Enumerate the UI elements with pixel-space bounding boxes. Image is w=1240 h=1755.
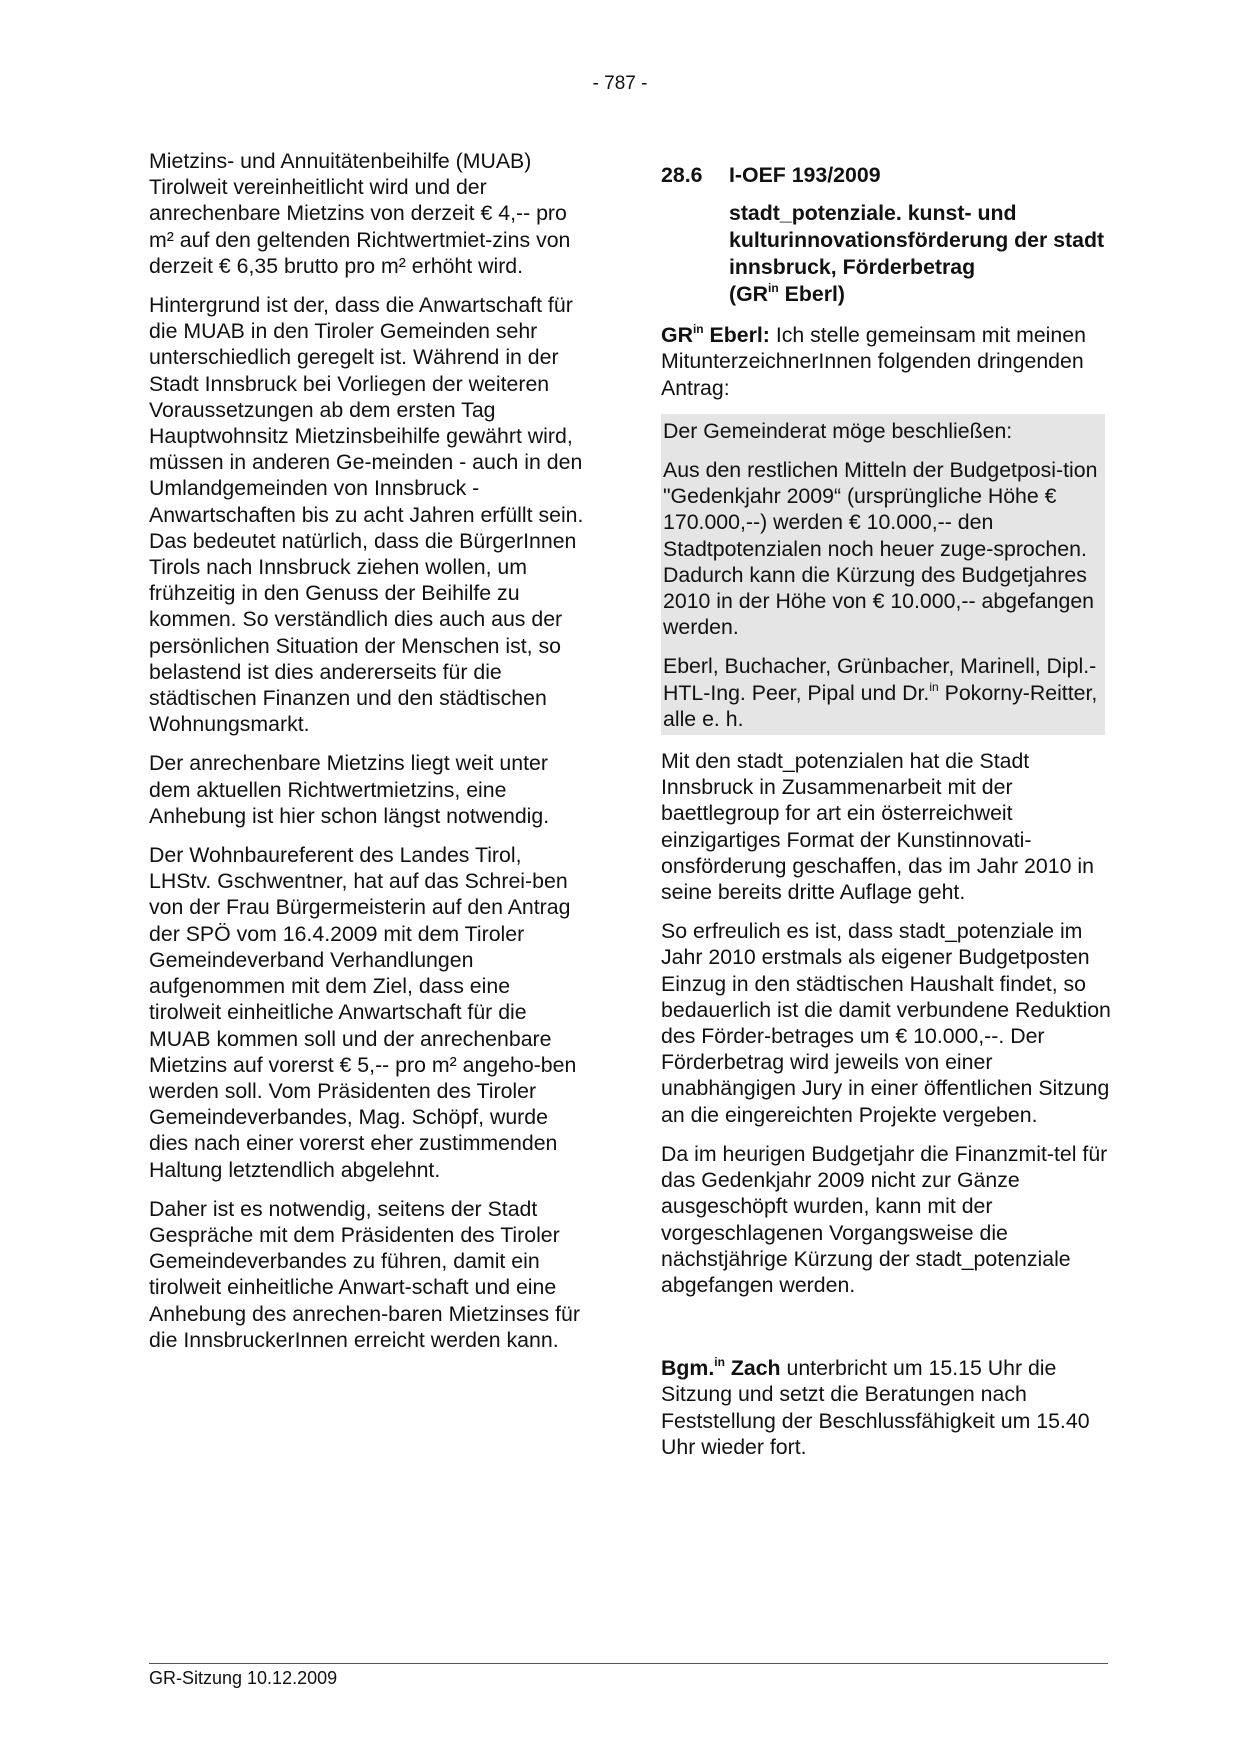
adjournment	[661, 1355, 1111, 1460]
paragraph: Der anrechenbare Mietzins liegt weit unter dem aktuellen Richtwertmietzins, eine Anhebung ist hier schon längst notwendig.	[149, 751, 550, 828]
item-title-name: Eberl)	[784, 282, 845, 307]
motion-signatories	[663, 653, 1103, 732]
adjournment-speaker-b: Zach	[730, 1356, 781, 1381]
paragraph: Mietzins- und Annuitätenbeihilfe (MUAB) Tirolweit vereinheitlicht wird und der anrechenbare Mietzins von derzeit € 4,-- pro m² auf den geltenden Richtwertmiet-zins von derzeit € 6,35 brutto pro m² erhöht wird.	[149, 149, 571, 278]
paragraph: So erfreulich es ist, dass stadt_potenziale im Jahr 2010 erstmals als eigener Budgetposten Einzug in den städtischen Haushalt findet, so bedauerlich ist die damit verbundene Reduktion des Förder-betrages um € 10.000,--. Der Förderbetrag wird jeweils von einer unabhängigen Jury in einer öffentlichen Sitzung an die eingereichten Projekte vergeben.	[661, 919, 1111, 1127]
page-number: - 787 -	[592, 73, 648, 94]
left-column	[149, 148, 586, 1366]
adjournment-text: unterbricht um 15.15 Uhr die Sitzung und setzt die Beratungen nach Feststellung der Beschlussfähigkeit um 15.40 Uhr wieder fort.	[661, 1356, 1090, 1459]
speaker-gr: GR	[661, 323, 693, 348]
paragraph: Da im heurigen Budgetjahr die Finanzmit-tel für das Gedenkjahr 2009 nicht zur Gänze ausgeschöpft wurden, kann mit der vorgeschlagenen Vorgangsweise die nächstjährige Kürzung der stadt_potenziale abgefangen werden.	[661, 1141, 1108, 1297]
item-number: 28.6	[661, 163, 703, 187]
item-title-sup: in	[768, 281, 779, 296]
signatories-a: Eberl, Buchacher, Grünbacher, Marinell, Dipl.-HTL-Ing. Peer, Pipal und Dr.	[663, 654, 1097, 705]
adjournment-speaker-a: Bgm.	[661, 1356, 715, 1381]
footer-rule	[149, 1663, 1108, 1664]
item-title-gr: (GR	[729, 282, 769, 307]
item-title-main: stadt_potenziale. kunst- und kulturinnovationsförderung der stadt innsbruck, Förderbetrag	[729, 201, 1105, 280]
motion-box	[661, 414, 1105, 735]
footer: GR-Sitzung 10.12.2009	[149, 1668, 338, 1688]
signatories-b: Pokorny-Reitter, alle e. h.	[663, 680, 1098, 731]
item-heading	[661, 162, 1111, 188]
right-column	[661, 148, 1111, 1473]
paragraph: Hintergrund ist der, dass die Anwartschaft für die MUAB in den Tiroler Gemeinden sehr unterschiedlich geregelt ist. Während in der Stadt Innsbruck bei Vorliegen der weiteren Voraussetzungen ab dem ersten Tag Hauptwohnsitz Mietzinsbeihilfe gewährt wird, müssen in anderen Ge-meinden - auch in den Umlandgemeinden von Innsbruck - Anwartschaften bis zu acht Jahren erfüllt sein. Das bedeutet natürlich, dass die BürgerInnen Tirols nach Innsbruck ziehen wollen, um frühzeitig in den Genuss der Beihilfe zu kommen. So verständlich dies auch aus der persönlichen Situation der Menschen ist, so belastend ist dies andererseits für die städtischen Finanzen und den städtischen Wohnungsmarkt.	[149, 293, 584, 737]
motion-body: Aus den restlichen Mitteln der Budgetposi-tion "Gedenkjahr 2009“ (ursprüngliche Höhe € 170.000,--) werden € 10.000,-- den Stadtpotenzialen noch heuer zuge-sprochen. Dadurch kann die Kürzung des Budgetjahres 2010 in der Höhe von € 10.000,-- abgefangen werden.	[663, 458, 1098, 640]
adjournment-sup: in	[714, 1355, 725, 1370]
item-title	[729, 200, 1111, 308]
paragraph: Daher ist es notwendig, seitens der Stadt Gespräche mit dem Präsidenten des Tiroler Gemeindeverbandes zu führen, damit ein tirolweit einheitliche Anwart-schaft und eine Anhebung des anrechen-baren Mietzinses für die InnsbruckerInnen erreicht werden kann.	[149, 1196, 580, 1352]
motion-intro: Der Gemeinderat möge beschließen:	[663, 418, 1013, 443]
speaker-name: Eberl:	[709, 323, 770, 348]
statement	[661, 322, 1111, 401]
paragraph: Mit den stadt_potenzialen hat die Stadt Innsbruck in Zusammenarbeit mit der baettlegroup for art ein österreichweit einzigartiges Format der Kunstinnovati-onsförderung geschaffen, das im Jahr 2010 in seine bereits dritte Auflage geht.	[661, 749, 1094, 905]
item-code: I-OEF 193/2009	[729, 163, 881, 187]
speaker-sup: in	[692, 322, 704, 337]
signatories-sup: in	[929, 679, 939, 694]
statement-text: Ich stelle gemeinsam mit meinen MitunterzeichnerInnen folgenden dringenden Antrag:	[661, 323, 1086, 400]
paragraph: Der Wohnbaureferent des Landes Tirol, LHStv. Gschwentner, hat auf das Schrei-ben von der Frau Bürgermeisterin auf den Antrag der SPÖ vom 16.4.2009 mit dem Tiroler Gemeindeverband Verhandlungen aufgenommen mit dem Ziel, dass eine tirolweit einheitliche Anwartschaft für die MUAB kommen soll und der anrechenbare Mietzins auf vorerst € 5,-- pro m² angeho-ben werden soll. Vom Präsidenten des Tiroler Gemeindeverbandes, Mag. Schöpf, wurde dies nach einer vorerst eher zustimmenden Haltung letztendlich abgelehnt.	[149, 843, 577, 1182]
